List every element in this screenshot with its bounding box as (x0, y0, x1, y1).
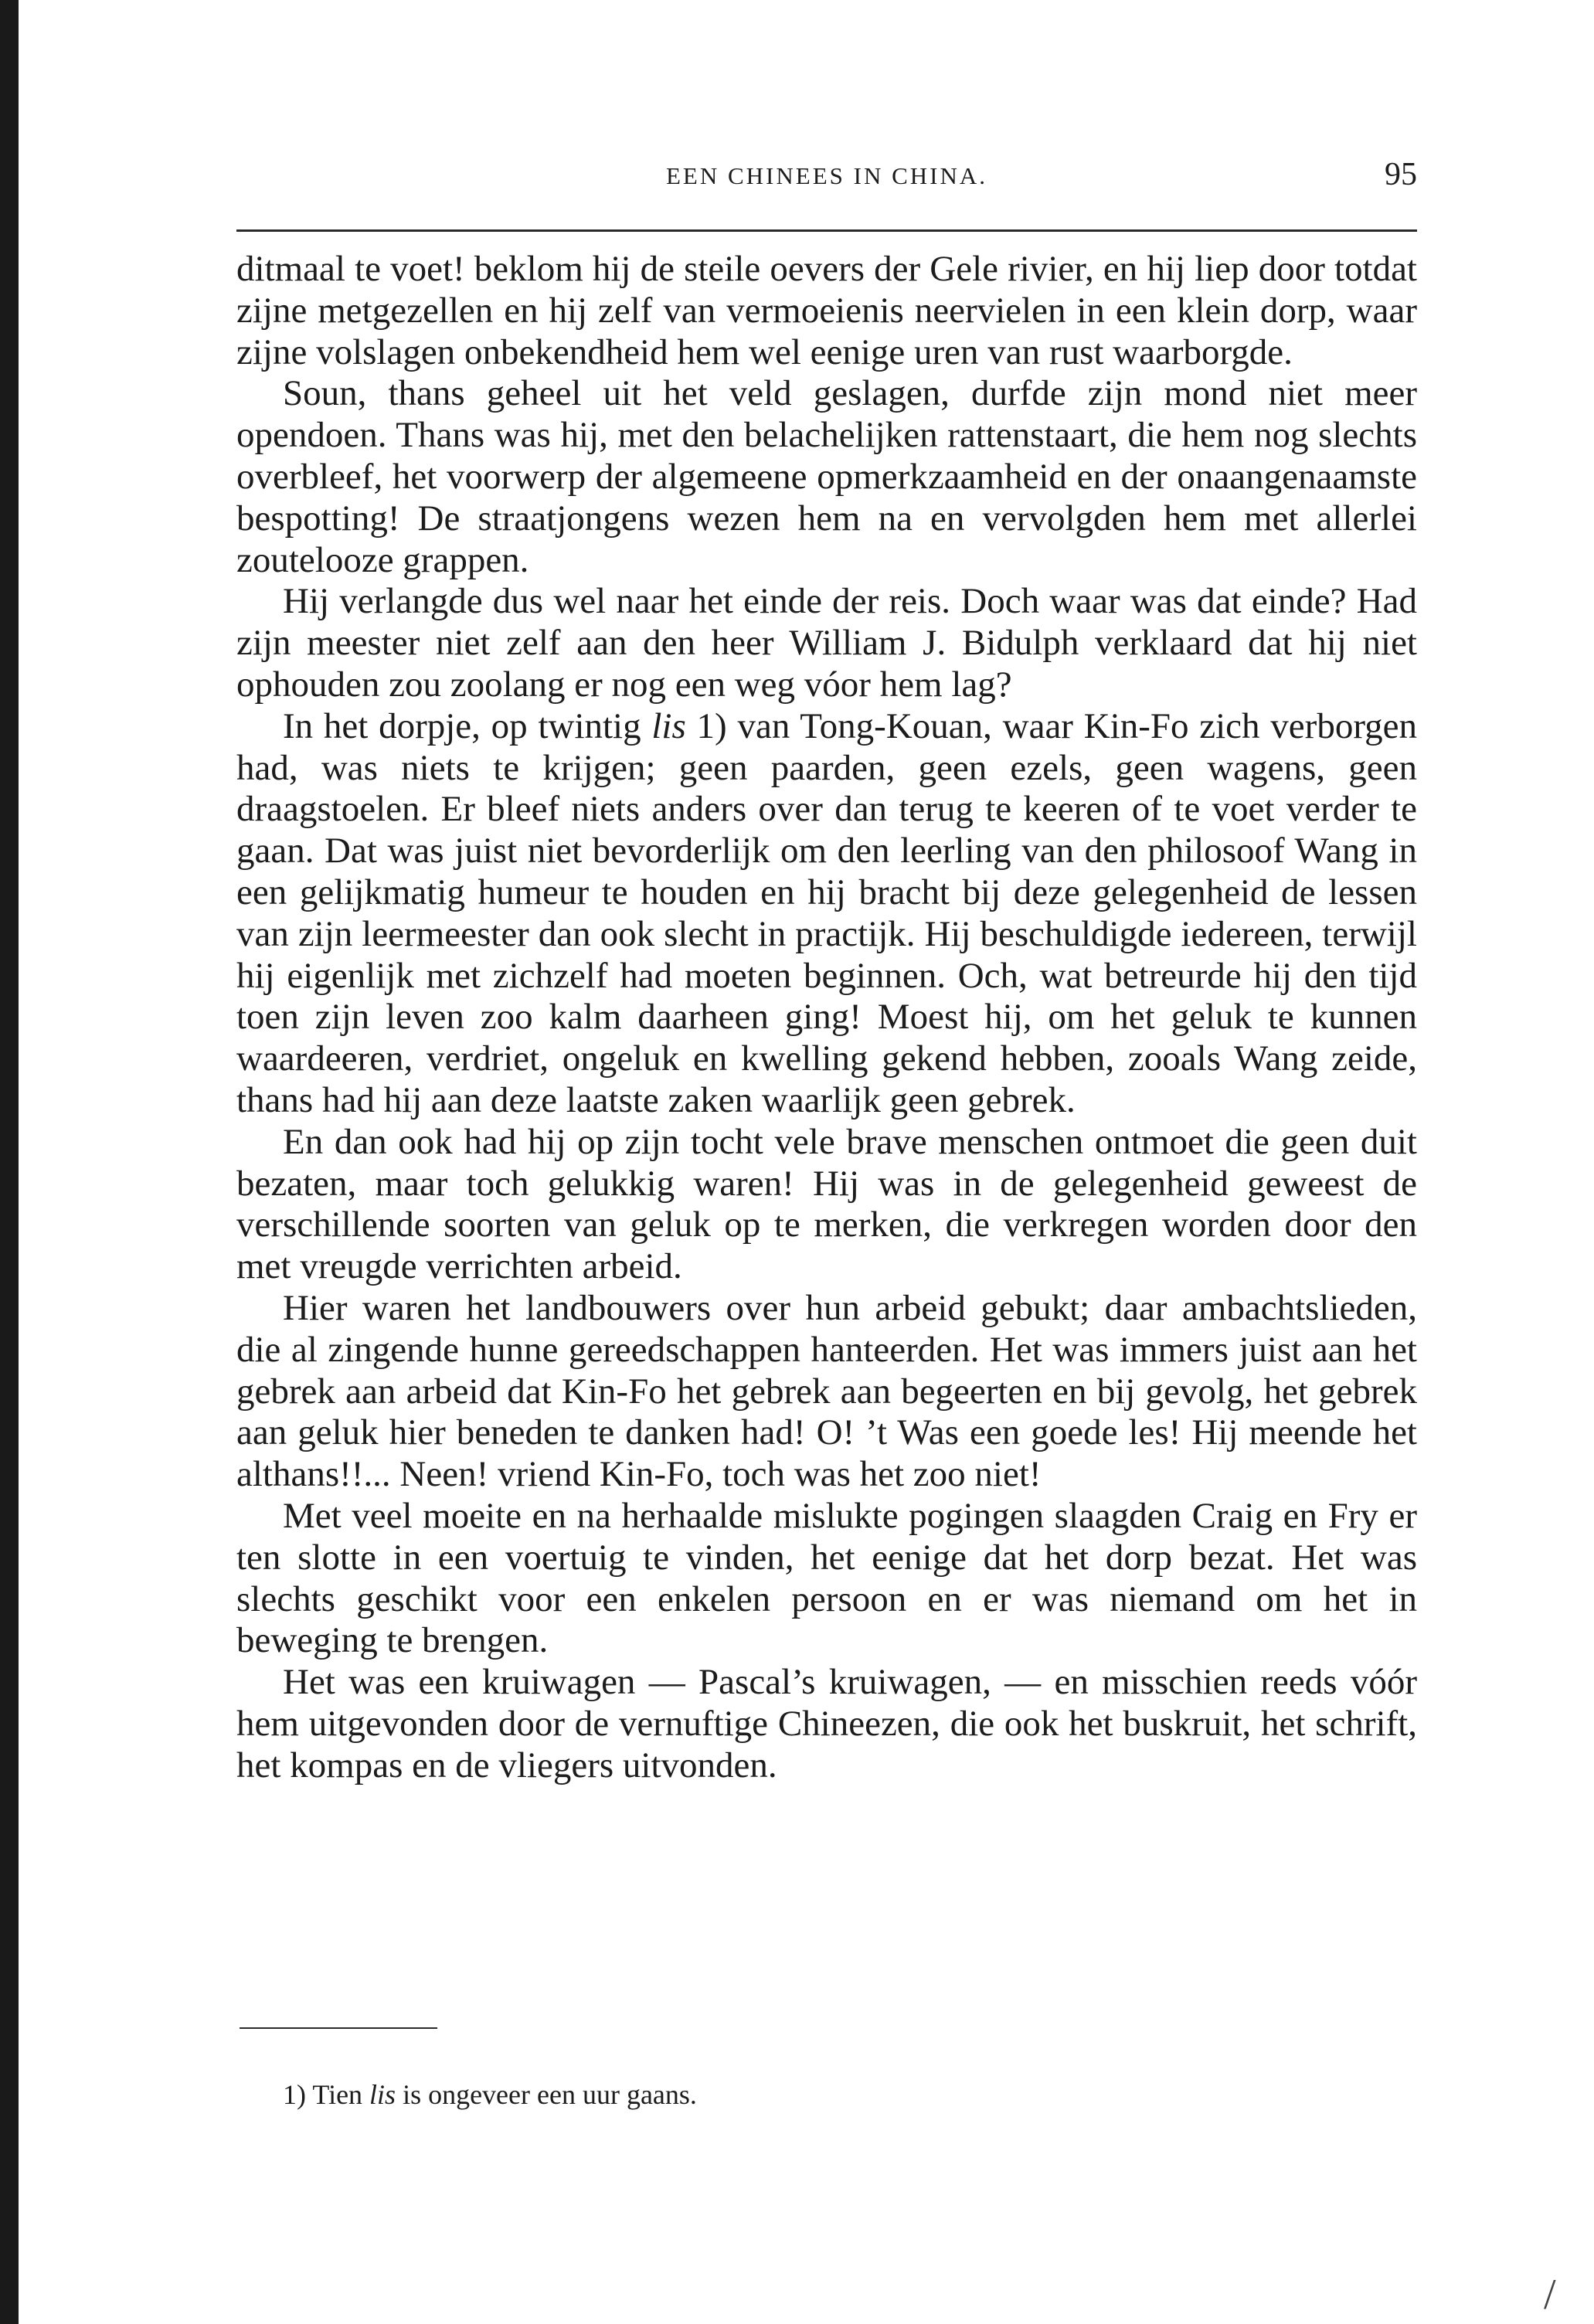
paragraph-landbouwers: Hier waren het landbouwers over hun arbeid gebukt; daar ambachtslieden, die al zingende hunne gereedschappen hanteerden. Het was immers juist aan het gebrek aan arbeid dat Kin-Fo het gebrek aan begeerten en bij gevolg, het gebrek aan geluk hier beneden te danken had! O! ’t Was een goede les! Hij meende het althans!!... Neen! vriend Kin-Fo, toch was het zoo niet! (236, 1287, 1417, 1495)
corner-pencil-mark: / (1544, 2271, 1556, 2319)
paragraph-dorpje (236, 706, 1417, 1122)
page-header (236, 157, 1417, 209)
dorpje-text-start: In het dorpje, op twintig (283, 705, 652, 746)
paragraph-voertuig: Met veel moeite en na herhaalde mislukte pogingen slaagden Craig en Fry er ten slotte in een voertuig te vinden, het eenige dat het dorp bezat. Het was slechts geschikt voor een enkelen persoon en er was niemand om het in beweging te brengen. (236, 1495, 1417, 1661)
paragraph-einde: Hij verlangde dus wel naar het einde der reis. Doch waar was dat einde? Had zijn meester niet zelf aan den heer William J. Bidulph verklaard dat hij niet ophouden zou zoolang er nog een weg vóor hem lag? (236, 581, 1417, 705)
header-rule (236, 229, 1417, 232)
paragraph-continuation: ditmaal te voet! beklom hij de steile oevers der Gele rivier, en hij liep door totdat zijne metgezellen en hij zelf van vermoeienis neervielen in een klein dorp, waar zijne volslagen onbekendheid hem wel eenige uren van rust waarborgde. (236, 249, 1417, 372)
dorpje-text-rest: 1) van Tong-Kouan, waar Kin-Fo zich verborgen had, was niets te krijgen; geen paarden, geen ezels, geen wagens, geen draagstoelen. Er bleef niets anders over dan terug te keeren of te voet verder te gaan. Dat was juist niet bevorderlijk om den leerling van den philosoof Wang in een gelijkmatig humeur te houden en hij bracht bij deze gelegenheid de lessen van zijn leermeester dan ook slecht in practijk. Hij beschuldigde iedereen, terwijl hij eigenlijk met zichzelf had moeten beginnen. Och, wat betreurde hij den tijd toen zijn leven zoo kalm daarheen ging! Moest hij, om het geluk te kunnen waardeeren, verdriet, ongeluk en kwelling gekend hebben, zooals Wang zeide, thans had hij aan deze laatste zaken waarlijk geen gebrek. (236, 705, 1417, 1120)
lis-term: lis (651, 705, 686, 746)
footnote-lis-term: lis (369, 2079, 396, 2110)
scan-binding-edge (0, 0, 19, 2324)
footnote (283, 2078, 697, 2111)
running-title: EEN CHINEES IN CHINA. (665, 162, 988, 189)
footnote-rule (240, 2027, 437, 2029)
page-number: 95 (1385, 157, 1417, 192)
paragraph-kruiwagen: Het was een kruiwagen — Pascal’s kruiwagen, — en misschien reeds vóór hem uitgevonden door de vernuftige Chineezen, die ook het buskruit, het schrift, het kompas en de vliegers uitvonden. (236, 1662, 1417, 1785)
paragraph-soun: Soun, thans geheel uit het veld geslagen, durfde zijn mond niet meer opendoen. Thans was hij, met den belachelijken rattenstaart, die hem nog slechts overbleef, het voorwerp der algemeene opmerkzaamheid en der onaangenaamste bespotting! De straatjongens wezen hem na en vervolgden hem met allerlei zoutelooze grappen. (236, 373, 1417, 580)
footnote-marker: 1) Tien (283, 2079, 370, 2110)
footnote-text: is ongeveer een uur gaans. (396, 2079, 697, 2110)
body-text (236, 249, 1417, 1786)
paragraph-brave-menschen: En dan ook had hij op zijn tocht vele brave menschen ontmoet die geen duit bezaten, maar toch gelukkig waren! Hij was in de gelegenheid geweest de verschillende soorten van geluk op te merken, die verkregen worden door den met vreugde verrichten arbeid. (236, 1121, 1417, 1287)
